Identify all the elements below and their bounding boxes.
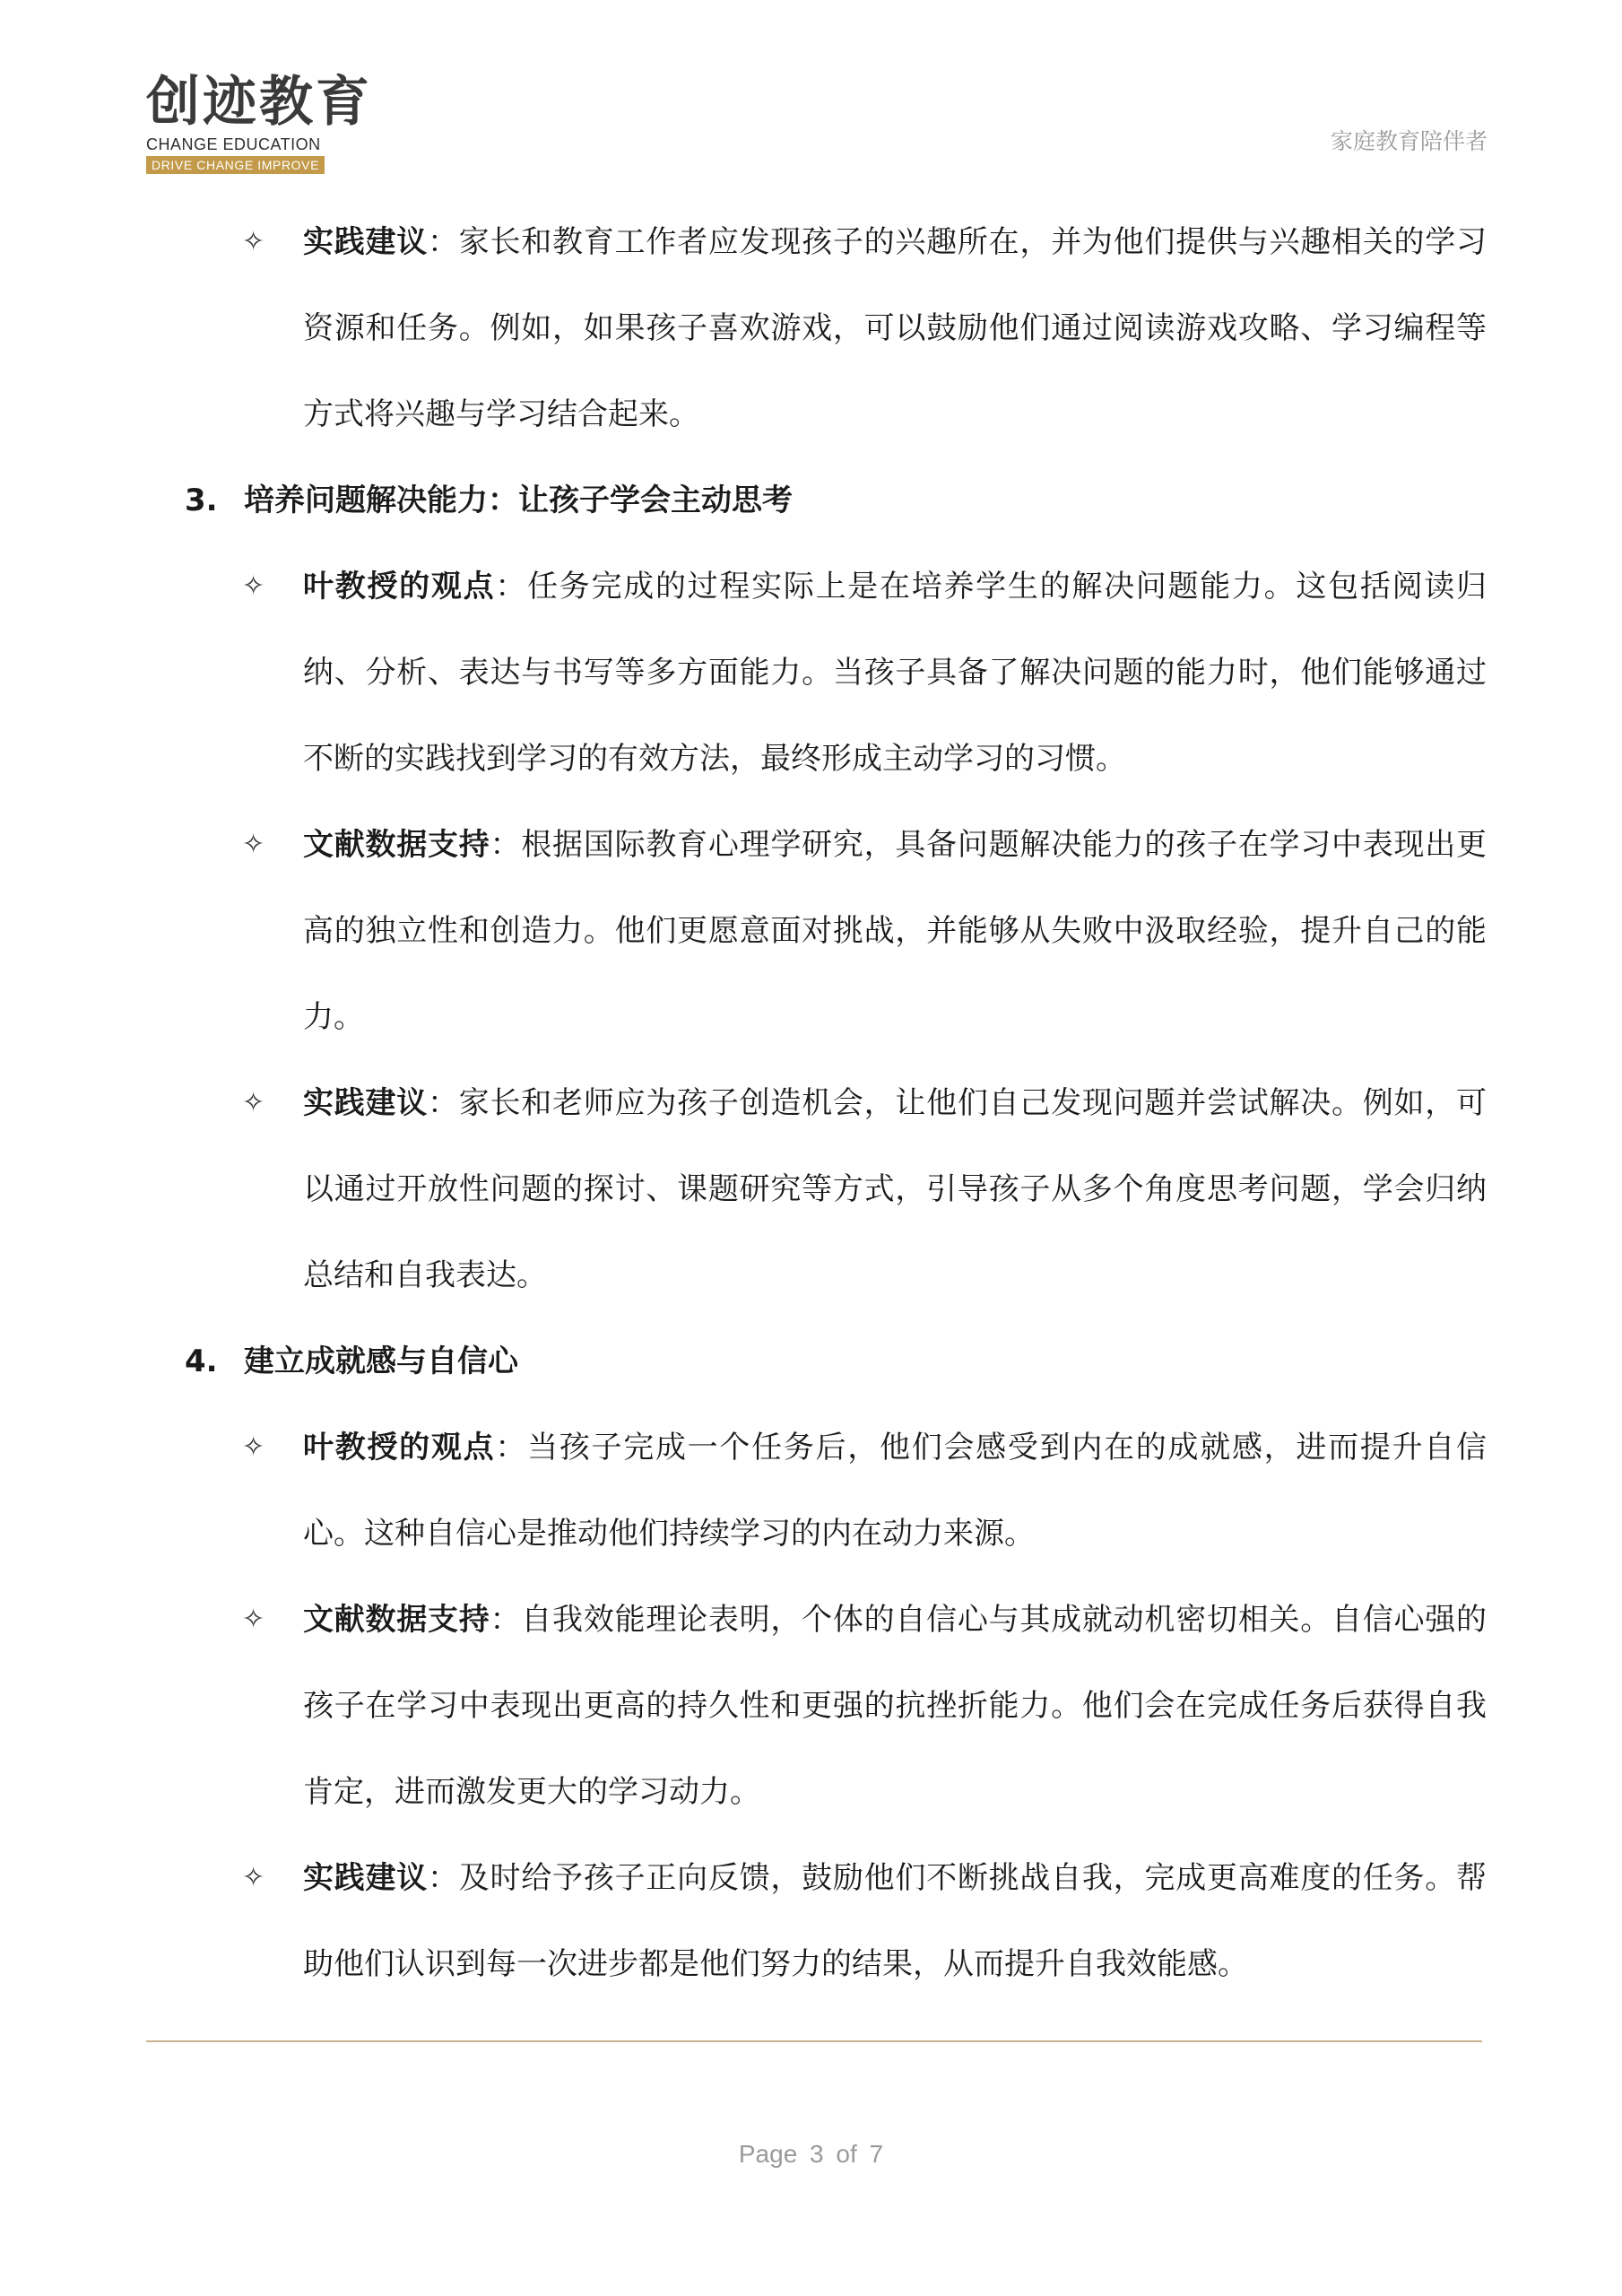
logo-chinese-name: 创迹教育 (146, 71, 372, 134)
section-heading (0, 457, 1622, 544)
diamond-bullet-icon: ✧ (242, 1862, 265, 1893)
bullet-lead: 实践建议 (303, 1860, 429, 1896)
bullet-lead: 文献数据支持 (303, 1602, 490, 1638)
bullet-lead: 实践建议 (303, 1085, 429, 1121)
section-title: 培养问题解决能力：让孩子学会主动思考 (244, 483, 793, 518)
logo-tagline: DRIVE CHANGE IMPROVE (146, 156, 325, 174)
diamond-bullet-icon: ✧ (242, 570, 265, 602)
bullet-text (303, 544, 1487, 802)
section-number: 4. (185, 1344, 218, 1379)
bullet-body: ：自我效能理论表明，个体的自信心与其成就动机密切相关。自信心强的孩子在学习中表现出更高的持久性和更强的抗挫折能力。他们会在完成任务后获得自我肯定，进而激发更大的学习动力。 (303, 1602, 1488, 1810)
bullet-item (0, 1405, 1622, 1577)
section-number: 3. (185, 483, 218, 518)
page-number: Page 3 of 7 (738, 2140, 884, 2168)
logo-english-name: CHANGE EDUCATION (146, 135, 321, 153)
bullet-item (0, 199, 1622, 457)
brand-logo (146, 71, 372, 174)
bullet-body: ：根据国际教育心理学研究，具备问题解决能力的孩子在学习中表现出更高的独立性和创造力。他们更愿意面对挑战，并能够从失败中汲取经验，提升自己的能力。 (303, 827, 1488, 1035)
bullet-body: ：当孩子完成一个任务后，他们会感受到内在的成就感，进而提升自信心。这种自信心是推动他们持续学习的内在动力来源。 (303, 1430, 1488, 1552)
bullet-body: ：家长和教育工作者应发现孩子的兴趣所在，并为他们提供与兴趣相关的学习资源和任务。例如，如果孩子喜欢游戏，可以鼓励他们通过阅读游戏攻略、学习编程等方式将兴趣与学习结合起来。 (303, 224, 1488, 432)
bullet-lead: 叶教授的观点 (303, 569, 496, 604)
diamond-bullet-icon: ✧ (242, 1087, 265, 1118)
page-header (0, 0, 1622, 188)
bullet-text (303, 1835, 1487, 2007)
diamond-bullet-icon: ✧ (242, 1604, 265, 1635)
bullet-item (0, 1060, 1622, 1318)
bullet-body: ：任务完成的过程实际上是在培养学生的解决问题能力。这包括阅读归纳、分析、表达与书写等多方面能力。当孩子具备了解决问题的能力时，他们能够通过不断的实践找到学习的有效方法，最终形成主动学习的习惯。 (303, 569, 1488, 777)
bullet-text (303, 1060, 1487, 1318)
bullet-lead: 文献数据支持 (303, 827, 490, 863)
document-body (0, 199, 1622, 2007)
header-slogan: 家庭教育陪伴者 (1330, 128, 1488, 154)
bullet-text (303, 1577, 1487, 1835)
bullet-text (303, 1405, 1487, 1577)
bullet-lead: 叶教授的观点 (303, 1430, 496, 1465)
bullet-body: ：家长和老师应为孩子创造机会，让他们自己发现问题并尝试解决。例如，可以通过开放性问题的探讨、课题研究等方式，引导孩子从多个角度思考问题，学会归纳总结和自我表达。 (303, 1085, 1488, 1293)
diamond-bullet-icon: ✧ (242, 829, 265, 860)
bullet-item (0, 544, 1622, 802)
bullet-text (303, 199, 1487, 457)
diamond-bullet-icon: ✧ (242, 1431, 265, 1463)
bullet-lead: 实践建议 (303, 224, 429, 260)
bullet-item (0, 1577, 1622, 1835)
bullet-item (0, 1835, 1622, 2007)
bullet-text (303, 802, 1487, 1060)
diamond-bullet-icon: ✧ (242, 226, 265, 257)
bullet-item (0, 802, 1622, 1060)
bullet-body: ：及时给予孩子正向反馈，鼓励他们不断挑战自我，完成更高难度的任务。帮助他们认识到每一次进步都是他们努力的结果，从而提升自我效能感。 (303, 1860, 1488, 1982)
footer-divider (146, 2040, 1482, 2042)
section-title: 建立成就感与自信心 (244, 1344, 518, 1379)
section-heading (0, 1318, 1622, 1405)
